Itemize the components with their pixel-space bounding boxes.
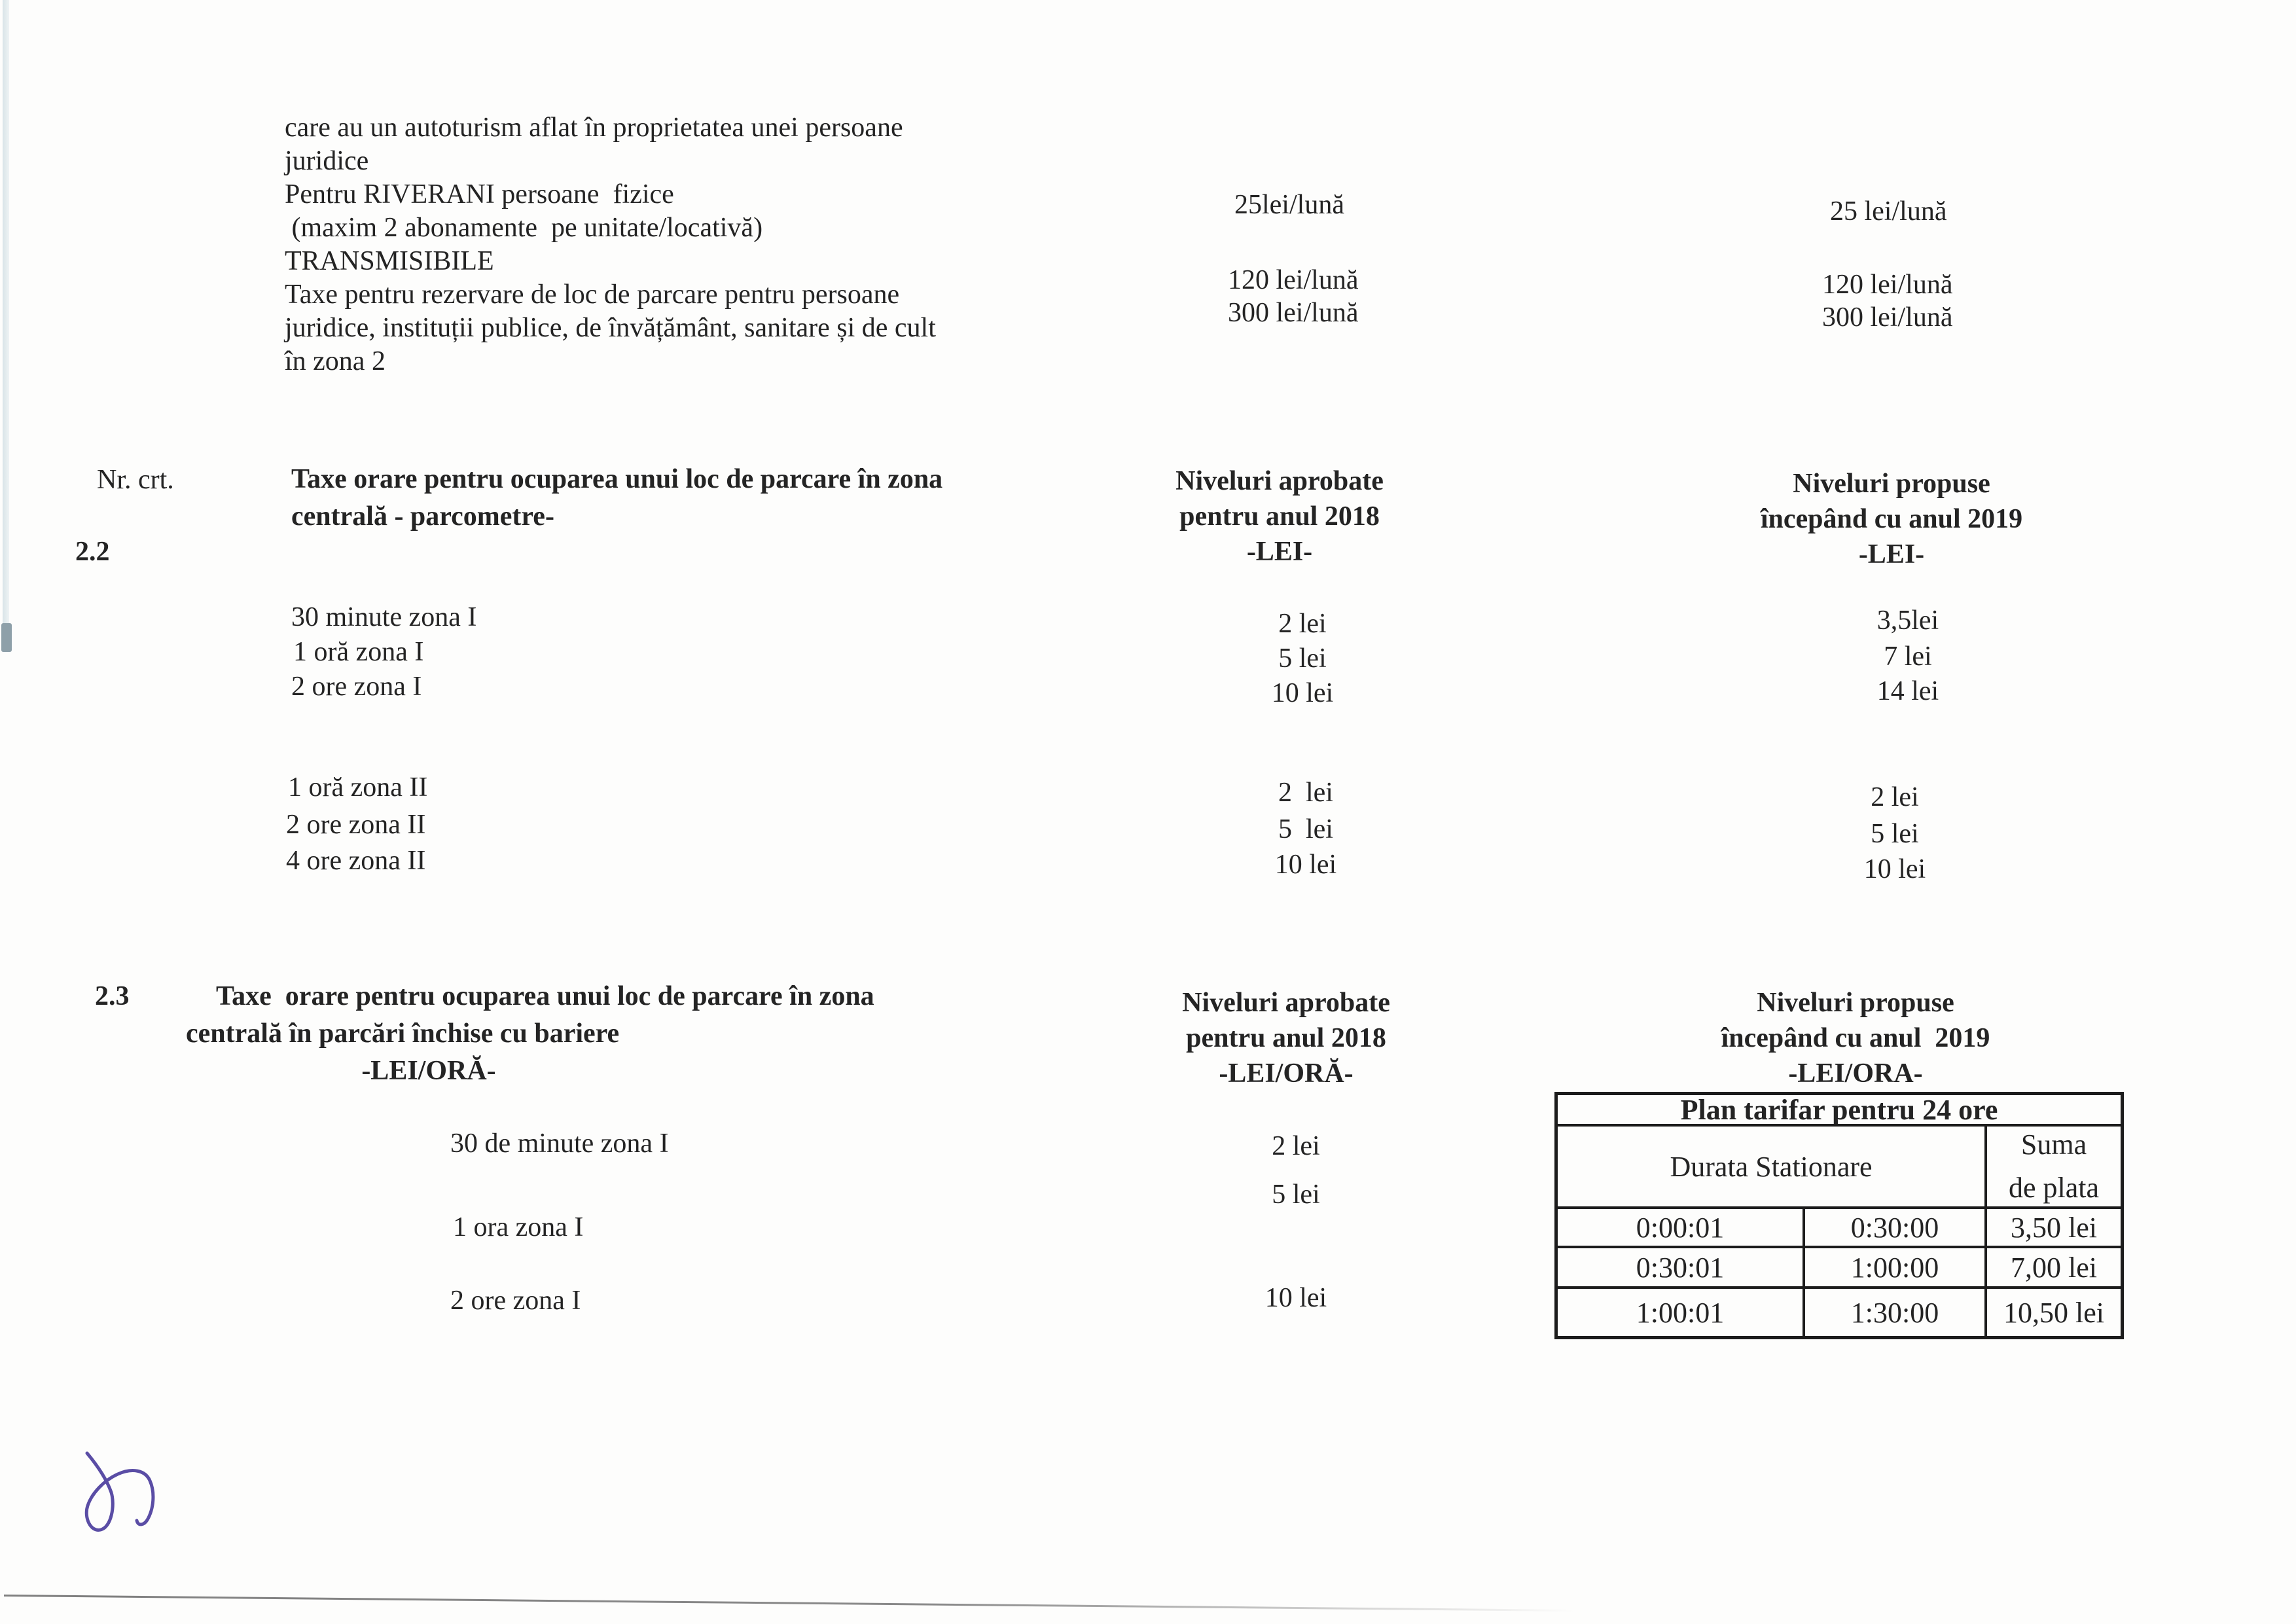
zone1-value-2019: 14 lei [1876, 676, 1939, 706]
zone1-value-2018: 2 lei [1278, 609, 1327, 639]
header-2019-line1: Niveluri propuse [1757, 988, 1954, 1018]
column-header-2019 [1728, 466, 2055, 572]
header-2019-line2: începând cu anul 2019 [1760, 504, 2023, 534]
intro-line: Pentru RIVERANI persoane fizice [285, 179, 674, 209]
intro-line: juridice, instituții publice, de învățământ, sanitare și de cult [285, 313, 936, 343]
section-2-2-title-line1: Taxe orare pentru ocuparea unui loc de parcare în zona [291, 464, 943, 494]
intro-value-2018: 120 lei/lună [1228, 265, 1359, 295]
sum-header-line1: Suma [2020, 1128, 2087, 1161]
zone2-value-2019: 10 lei [1863, 854, 1926, 884]
intro-value-2019: 25 lei/lună [1830, 196, 1947, 226]
intro-value-2018: 25lei/lună [1234, 190, 1344, 220]
zone1-row: 30 minute zona I [291, 602, 477, 632]
intro-line: Taxe pentru rezervare de loc de parcare pentru persoane [285, 280, 900, 310]
intro-line: care au un autoturism aflat în proprietatea unei persoane [285, 113, 903, 143]
signature-ink [77, 1440, 175, 1538]
header-2018-line2: pentru anul 2018 [1179, 501, 1380, 532]
header-2018-line2: pentru anul 2018 [1186, 1023, 1386, 1053]
section-2-2-number: 2.2 [75, 537, 110, 567]
tariff-plan-table [1554, 1092, 2124, 1339]
zone2-row: 2 ore zona II [286, 810, 426, 840]
intro-value-2019: 300 lei/lună [1822, 302, 1953, 333]
intro-value-2018: 300 lei/lună [1228, 298, 1359, 328]
table-cell-sum: 3,50 lei [1984, 1206, 2121, 1246]
column-header-2018-s23 [1149, 985, 1424, 1091]
s23-value-2018: 10 lei [1265, 1283, 1327, 1313]
intro-value-2019: 120 lei/lună [1822, 270, 1953, 300]
table-cell-to: 1:00:00 [1803, 1246, 1984, 1286]
section-2-3-number: 2.3 [95, 981, 130, 1011]
zone1-row: 1 oră zona I [293, 637, 424, 667]
column-header-2018 [1139, 463, 1420, 569]
header-2018-line3: -LEI/ORĂ- [1219, 1058, 1354, 1089]
table-cell-sum: 7,00 lei [1984, 1246, 2121, 1286]
table-cell-to: 1:30:00 [1803, 1286, 1984, 1336]
s23-value-2018: 5 lei [1272, 1180, 1320, 1210]
zone2-row: 4 ore zona II [286, 846, 426, 876]
zone1-value-2019: 7 lei [1884, 641, 1932, 672]
scan-page-edge-line [4, 1595, 1575, 1612]
tariff-table-title: Plan tarifar pentru 24 ore [1680, 1093, 1998, 1126]
zone1-value-2018: 5 lei [1278, 643, 1327, 674]
table-cell-sum: 10,50 lei [1984, 1286, 2121, 1336]
section-2-3-title-line3: -LEI/ORĂ- [361, 1056, 496, 1086]
zone2-value-2019: 2 lei [1871, 782, 1919, 812]
s23-value-2018: 2 lei [1272, 1131, 1320, 1161]
header-2019-line1: Niveluri propuse [1793, 469, 1990, 499]
header-2019-line2: începând cu anul 2019 [1721, 1023, 1990, 1053]
s23-row: 30 de minute zona I [450, 1128, 669, 1159]
header-2018-line3: -LEI- [1246, 537, 1313, 567]
table-cell-from: 0:00:01 [1558, 1206, 1803, 1246]
zone2-value-2018: 10 lei [1274, 850, 1337, 880]
section-2-2-title-line2: centrală - parcometre- [291, 501, 554, 532]
zone1-value-2018: 10 lei [1271, 678, 1334, 708]
table-cell-from: 1:00:01 [1558, 1286, 1803, 1336]
s23-row: 2 ore zona I [450, 1286, 581, 1316]
nr-crt-label: Nr. crt. [97, 465, 174, 495]
header-2019-line3: -LEI- [1858, 539, 1925, 569]
table-cell-to: 0:30:00 [1803, 1206, 1984, 1246]
section-2-3-title-line2: centrală în parcări închise cu bariere [186, 1019, 620, 1049]
header-2018-line1: Niveluri aprobate [1175, 466, 1384, 496]
column-header-2019-s23 [1695, 985, 2016, 1091]
intro-line: TRANSMISIBILE [285, 246, 494, 276]
zone1-row: 2 ore zona I [291, 672, 422, 702]
s23-row: 1 ora zona I [453, 1212, 584, 1242]
scan-left-edge-artifact [3, 0, 9, 645]
intro-line: juridice [285, 146, 369, 176]
intro-line: în zona 2 [285, 346, 386, 376]
zone2-row: 1 oră zona II [288, 772, 428, 803]
zone2-value-2018: 5 lei [1278, 814, 1333, 844]
table-cell-from: 0:30:01 [1558, 1246, 1803, 1286]
header-2019-line3: -LEI/ORA- [1788, 1058, 1923, 1089]
header-2018-line1: Niveluri aprobate [1182, 988, 1390, 1018]
intro-line: (maxim 2 abonamente pe unitate/locativă) [285, 213, 763, 243]
duration-header-cell: Durata Stationare [1558, 1124, 1984, 1206]
zone2-value-2019: 5 lei [1871, 819, 1919, 849]
zone1-value-2019: 3,5lei [1876, 605, 1939, 636]
intro-text-block [285, 111, 936, 378]
section-2-3-title-line1: Taxe orare pentru ocuparea unui loc de parcare în zona [216, 981, 874, 1011]
zone2-value-2018: 2 lei [1278, 778, 1333, 808]
scan-left-edge-mark [1, 623, 12, 652]
sum-header-cell [1984, 1124, 2121, 1206]
sum-header-line2: de plata [2008, 1172, 2100, 1204]
